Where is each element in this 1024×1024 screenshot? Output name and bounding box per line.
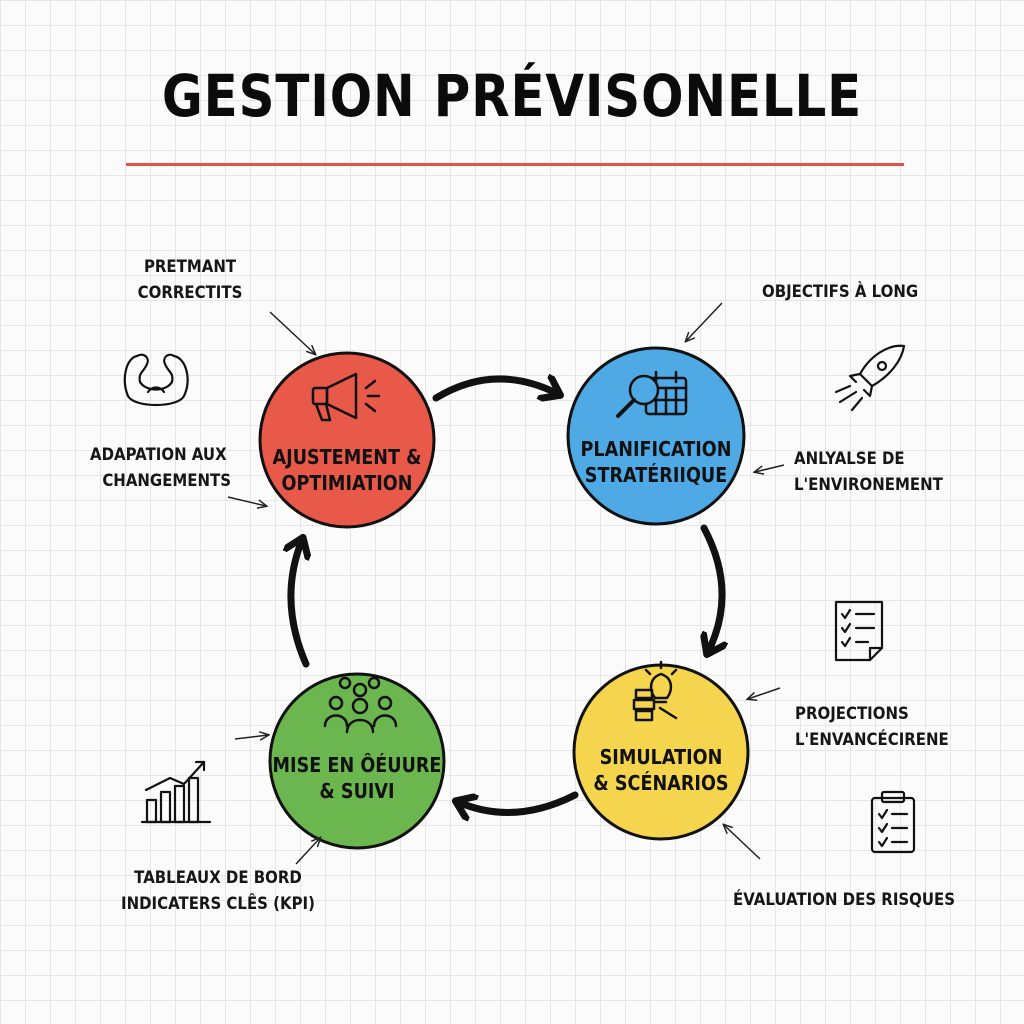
node-simulation-line2: & SCÉNARIOS [593,771,729,795]
annotation-analyse [794,447,943,498]
annotation-pretmant-line1: PRETMANT [143,257,237,277]
node-mise-en-oeuvre-label [272,748,442,808]
node-simulation-line1: SIMULATION [599,745,723,769]
node-ajustement-line1: AJUSTEMENT & [272,445,422,469]
pointer-arrow-tableaux [296,838,320,864]
node-mise-en-oeuvre-line1: MISE EN ÔÉUURE [272,753,442,777]
node-simulation-label [584,740,737,800]
bar-chart-icon [142,762,210,822]
pointer-arrow-adapation [228,497,266,506]
arrow-ajustement-to-planification [436,379,558,398]
annotation-analyse-line1: ANLYALSE DE [794,449,905,469]
page-title: GESTION PRÉVISONELLE [161,62,863,130]
annotation-evaluation-line1: ÉVALUATION DES RISQUES [733,890,956,910]
node-planification-line1: PLANIFICATION [580,437,732,461]
annotation-pretmant [120,255,261,306]
arrow-simulation-to-mise-en-oeuvre [458,795,575,812]
annotation-pretmant-line2: CORRECTITS [137,282,243,303]
annotation-tableaux-line2: INDICATERS CLÊS (KPI) [121,893,315,914]
pointer-arrow-pretmant [270,312,315,354]
annotation-adapation-line2: CHANGEMENTS [102,470,232,491]
annotation-objectifs [762,280,918,306]
annotation-analyse-line2: L'ENVIRONEMENT [794,474,943,495]
annotation-projections [795,702,949,753]
checklist-icon [836,602,882,660]
pointer-arrow-evaluation [724,825,760,859]
clipboard-icon [872,792,914,852]
node-ajustement-line2: OPTIMIATION [281,471,413,495]
pointer-arrow-projections [748,688,780,699]
pointer-arrow-analyse [755,465,784,472]
rocket-icon [836,346,904,410]
arrow-mise-en-oeuvre-to-ajustement [291,540,306,664]
annotation-projections-line2: L'ENVANCÉCIRENE [795,729,949,750]
annotation-projections-line1: PROJECTIONS [795,704,909,724]
node-ajustement-label [270,440,423,500]
annotation-tableaux-line1: TABLEAUX DE BORD [134,868,302,888]
pointer-arrow-mise-left [235,735,268,739]
annotation-objectifs-line1: OBJECTIFS À LONG [762,282,919,302]
node-planification-line2: STRATÉRIIQUE [584,463,728,487]
node-planification-label [579,432,734,492]
arrow-planification-to-simulation [704,528,722,652]
flexed-arms-icon [125,355,188,405]
pointer-arrow-objectifs [686,303,722,341]
annotation-tableaux [114,866,322,917]
annotation-adapation [90,443,231,494]
annotation-adapation-line1: ADAPATION AUX [90,445,227,465]
annotation-evaluation [733,888,955,914]
node-mise-en-oeuvre-line2: & SUIVI [319,779,395,803]
